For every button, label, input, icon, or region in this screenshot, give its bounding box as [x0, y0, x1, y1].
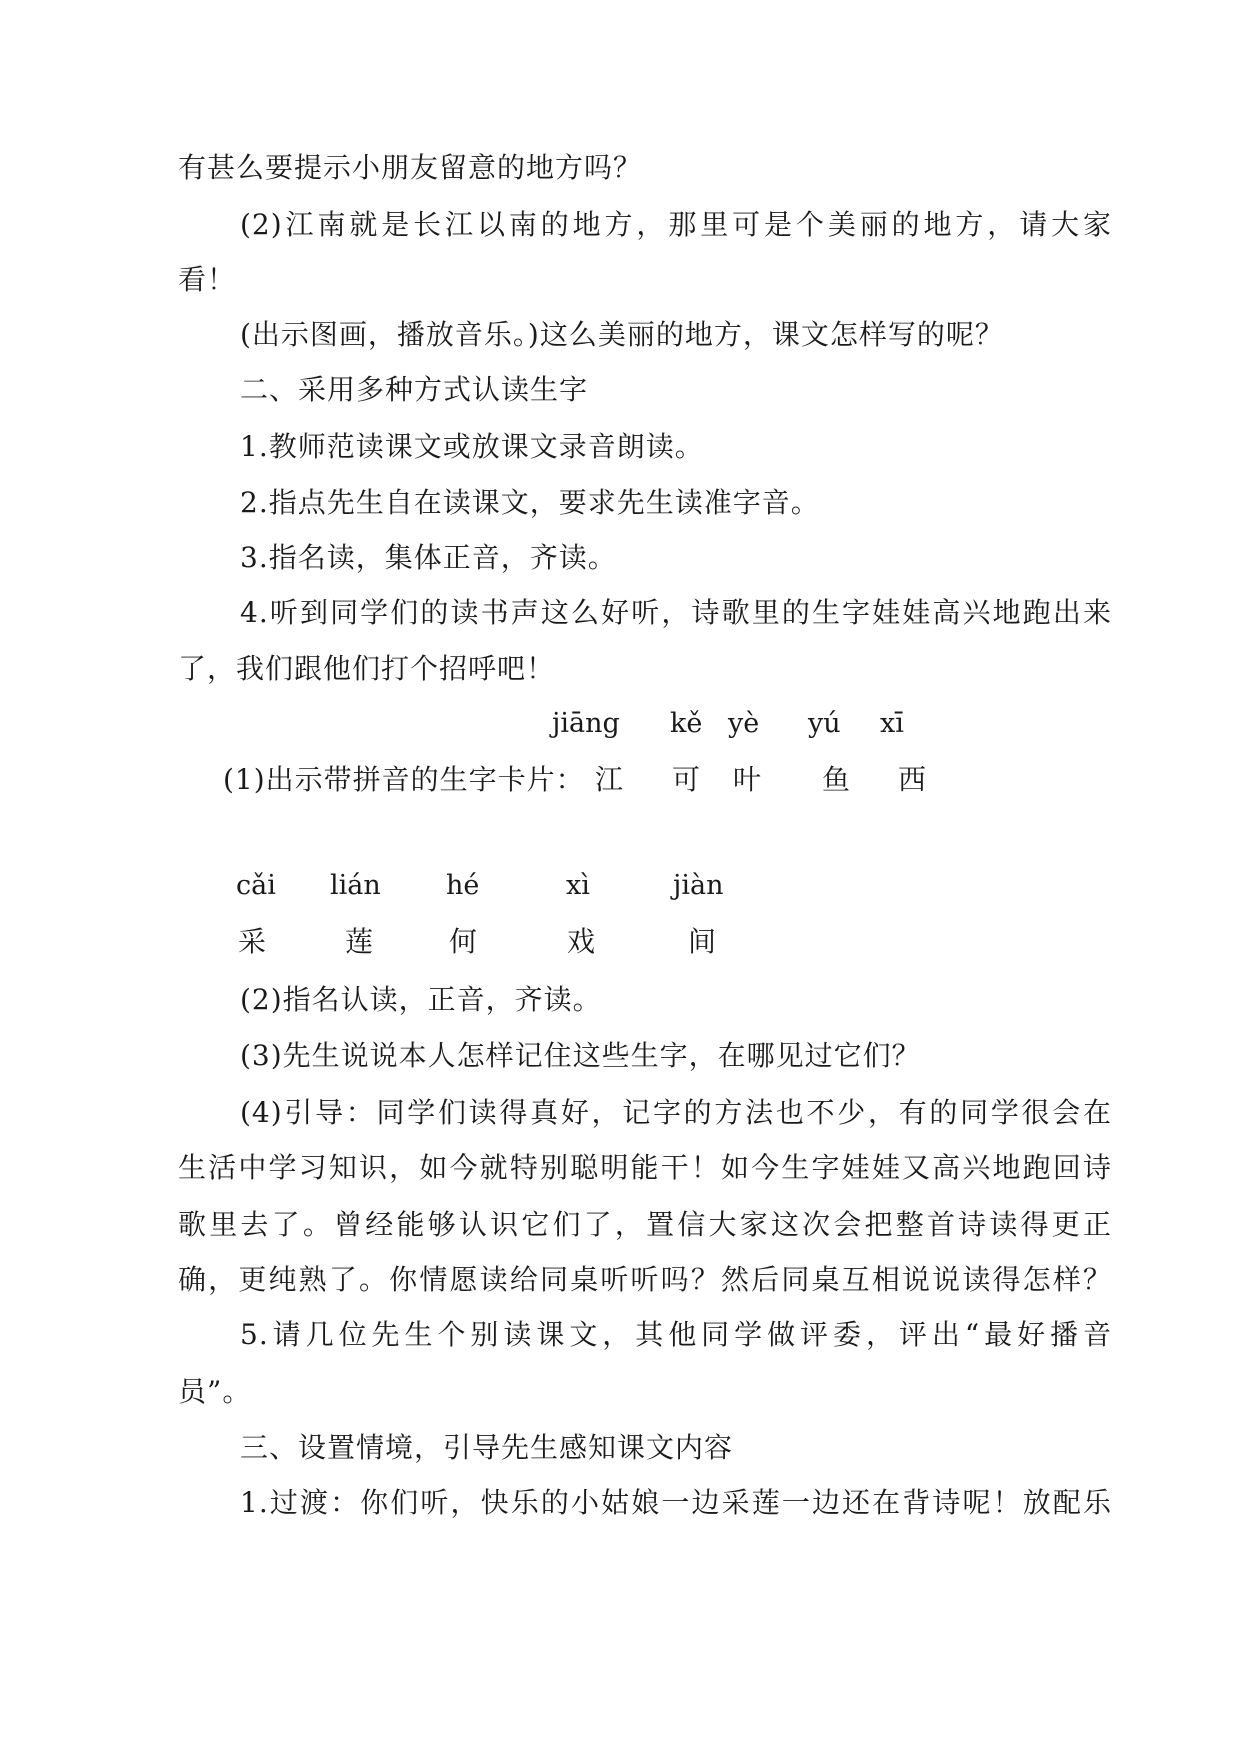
pinyin-word: cǎi: [236, 870, 276, 901]
paragraph-line: 5.请几位先生个别读课文，其他同学做评委，评出“最好播音: [240, 1318, 1112, 1351]
hanzi-char: 间: [688, 925, 717, 958]
pinyin-word: xī: [880, 708, 904, 739]
paragraph-line: 有甚么要提示小朋友留意的地方吗？: [178, 151, 643, 184]
hanzi-char: 可: [672, 763, 701, 796]
pinyin-word: yè: [728, 708, 760, 739]
paragraph-line: 确，更纯熟了。你情愿读给同桌听听吗？然后同桌互相说说读得怎样？: [178, 1263, 1112, 1296]
paragraph-line: 了，我们跟他们打个招呼吧！: [178, 652, 556, 685]
paragraph-line: 1.过渡：你们听，快乐的小姑娘一边采莲一边还在背诗呢！放配乐: [240, 1486, 1112, 1519]
paragraph-line: (2)江南就是长江以南的地方，那里可是个美丽的地方，请大家: [240, 208, 1112, 241]
paragraph-line: (出示图画，播放音乐。)这么美丽的地方，课文怎样写的呢？: [240, 318, 1004, 351]
hanzi-char: 采: [238, 925, 267, 958]
hanzi-char: 莲: [345, 925, 374, 958]
hanzi-char: 何: [449, 925, 478, 958]
section-heading: 二、采用多种方式认读生字: [240, 373, 589, 406]
pinyin-word: kě: [670, 708, 703, 739]
hanzi-char: 西: [898, 763, 927, 796]
paragraph-line: 4.听到同学们的读书声这么好听，诗歌里的生字娃娃高兴地跑出来: [240, 596, 1112, 629]
pinyin-word: yú: [808, 708, 841, 739]
pinyin-word: xì: [566, 870, 590, 901]
paragraph-line: (4)引导：同学们读得真好，记字的方法也不少，有的同学很会在: [240, 1096, 1112, 1129]
pinyin-word: jiāng: [552, 708, 620, 739]
paragraph-line: 员”。: [178, 1375, 252, 1408]
hanzi-char: 戏: [567, 925, 596, 958]
hanzi-char: 叶: [733, 763, 762, 796]
pinyin-word: jiàn: [673, 870, 724, 901]
paragraph-line: 看！: [178, 263, 237, 296]
paragraph-line: 歌里去了。曾经能够认识它们了，置信大家这次会把整首诗读得更正: [178, 1208, 1112, 1241]
paragraph-line: (3)先生说说本人怎样记住这些生字，在哪见过它们？: [240, 1039, 921, 1072]
hanzi-char: 江: [595, 763, 624, 796]
paragraph-line: (2)指名认读，正音，齐读。: [240, 983, 602, 1016]
paragraph-line: 3.指名读，集体正音，齐读。: [240, 541, 617, 574]
paragraph-line: 1.教师范读课文或放课文录音朗读。: [240, 430, 704, 463]
hanzi-char: 鱼: [822, 763, 851, 796]
section-heading: 三、设置情境，引导先生感知课文内容: [240, 1431, 734, 1464]
pinyin-word: hé: [446, 870, 480, 901]
paragraph-line: 2.指点先生自在读课文，要求先生读准字音。: [240, 486, 820, 519]
card-label: (1)出示带拼音的生字卡片：: [223, 763, 585, 796]
pinyin-word: lián: [330, 870, 381, 901]
paragraph-line: 生活中学习知识，如今就特别聪明能干！如今生字娃娃又高兴地跑回诗: [178, 1151, 1112, 1184]
